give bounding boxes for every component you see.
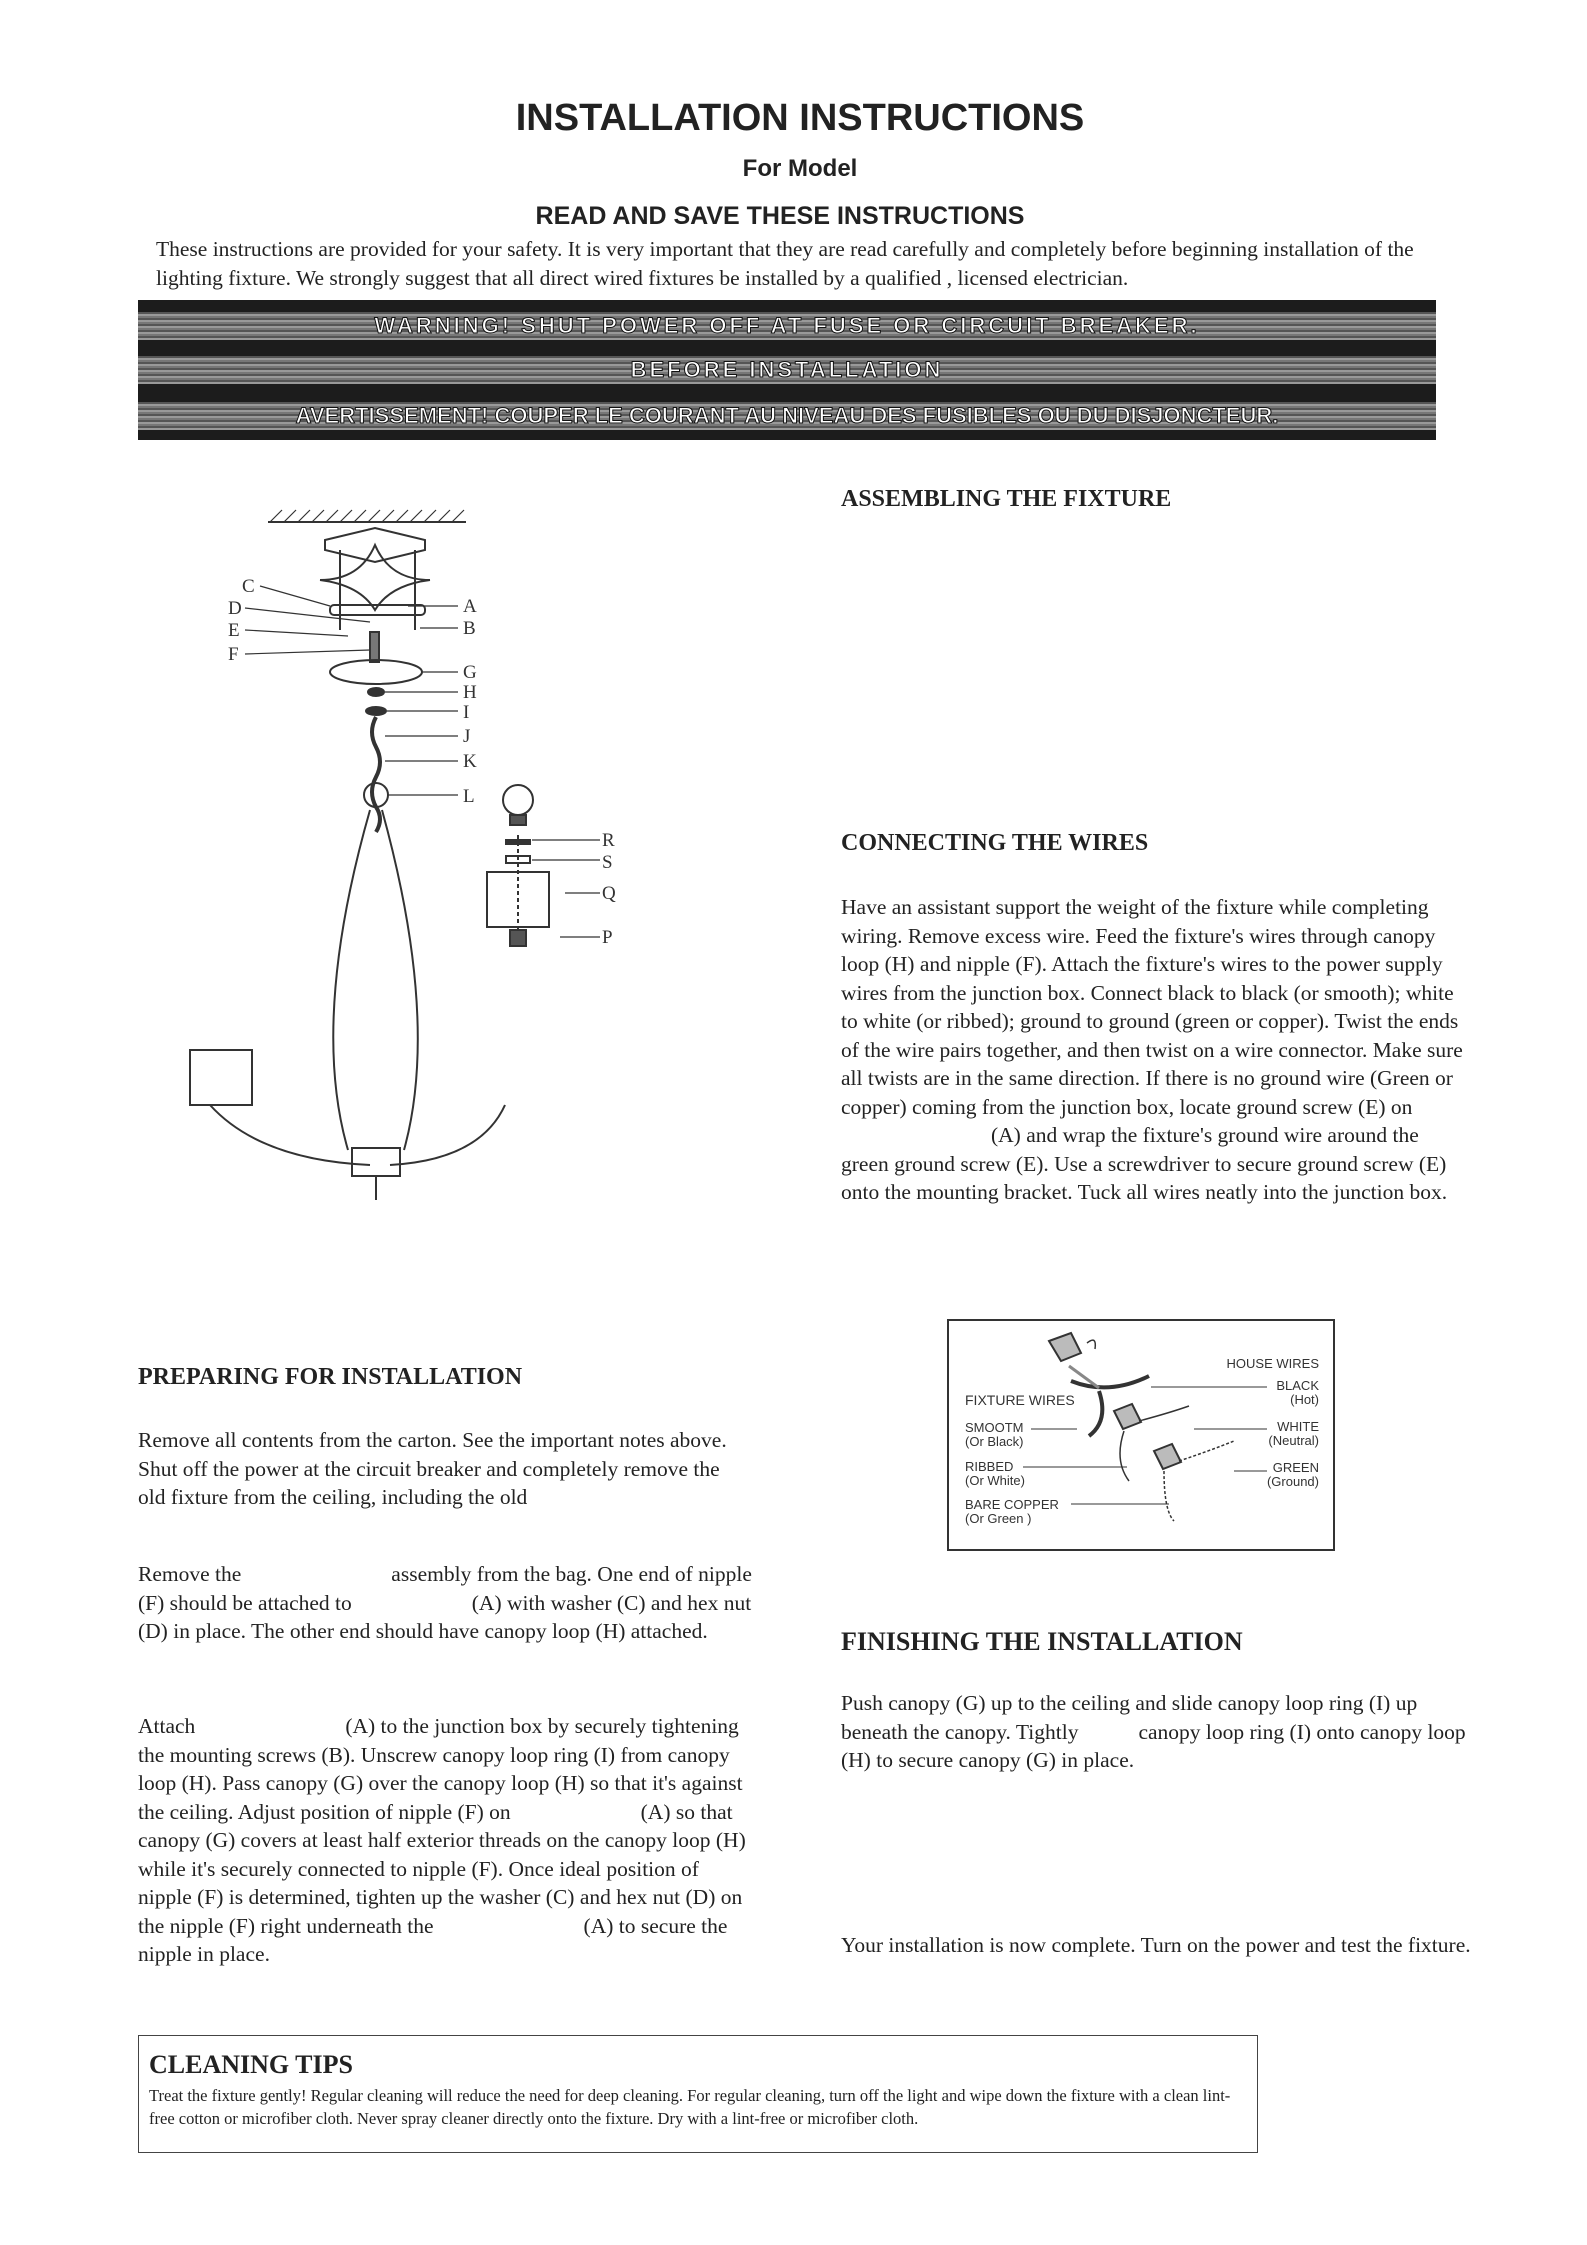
or-green-text: (Or Green ) — [965, 1511, 1032, 1526]
ribbed-text: RIBBED — [965, 1459, 1014, 1474]
label-I: I — [463, 702, 470, 723]
copper-text: BARE COPPER — [965, 1497, 1059, 1512]
finishing-text-1 — [841, 1689, 1481, 1775]
connecting-text-part1: Have an assistant support the weight of the fixture while completing wiring. Remove excess wire. Feed the fixture's wires through canopy loop (H) and nipple (F). Attach the fixture's wires to the power supply wires from the junction box. Connect black to black (or smooth); white to white (or ribbed); ground to ground (green or copper). Twist the ends of the wire pairs together, and then twist on a wire connector. Make sure all twists are in the same direction. If there is no ground wire (Green or copper) coming from the junction box, locate ground screw (E) on — [841, 895, 1463, 1119]
smooth-text: SMOOTM — [965, 1420, 1024, 1435]
finishing-text-1a: Push canopy (G) up to the ceiling and slide canopy loop ring (I) up beneath the canopy. Tightly — [841, 1691, 1418, 1744]
finishing-text-2: Your installation is now complete. Turn on the power and test the fixture. — [841, 1933, 1471, 1957]
label-F: F — [228, 644, 239, 665]
loop-ring-I — [366, 707, 386, 715]
label-C: C — [242, 576, 255, 597]
label-Q: Q — [602, 883, 616, 904]
or-white-text: (Or White) — [965, 1473, 1025, 1488]
preparing-text-2c: (A) with washer (C) and hex nut (D) in place. The other end should have canopy loop (H) attached. — [138, 1590, 752, 1643]
warning-line-3: AVERTISSEMENT! COUPER LE COURANT AU NIVEAU DES FUSIBLES OU DU DISJONCTEUR. — [138, 402, 1436, 430]
canopy-G — [330, 660, 422, 684]
cleaning-tips-box — [138, 2035, 1258, 2153]
smooth-label — [965, 1421, 1024, 1449]
green-label — [1267, 1461, 1319, 1489]
label-G: G — [463, 662, 477, 683]
or-black-text: (Or Black) — [965, 1434, 1024, 1449]
model-label: For Model — [742, 155, 858, 182]
wires — [320, 545, 430, 610]
preparing-text-3a: Attach — [138, 1714, 196, 1738]
socket-P — [510, 930, 526, 946]
black-label — [1276, 1379, 1319, 1407]
preparing-text-2 — [138, 1560, 758, 1646]
label-P: P — [602, 927, 613, 948]
page-title: INSTALLATION INSTRUCTIONS — [515, 97, 1085, 139]
label-H: H — [463, 682, 477, 703]
preparing-text-3d: (A) to secure the nipple in place. — [138, 1913, 728, 1966]
canopy-loop-H — [368, 688, 384, 696]
copper-label — [965, 1498, 1059, 1526]
black-text: BLACK — [1276, 1378, 1319, 1393]
fixture-exploded-diagram — [180, 500, 660, 1300]
cleaning-heading: CLEANING TIPS — [149, 2050, 353, 2079]
preparing-text-3b: (A) to the junction box by securely tightening the mounting screws (B). Unscrew canopy loop ring (I) from canopy loop (H). Pass canopy (G) over the canopy loop (H) so that it's against the ceiling. Adjust position of nipple (F) on — [138, 1714, 743, 1824]
warning-line-2: BEFORE INSTALLATION — [138, 356, 1436, 384]
white-text: WHITE — [1277, 1419, 1319, 1434]
label-J: J — [463, 726, 471, 747]
preparing-text-1: Remove all contents from the carton. See the important notes above. Shut off the power at the circuit breaker and completely remove the old fixture from the ceiling, including the old — [138, 1428, 727, 1509]
cleaning-text: Treat the fixture gently! Regular cleaning will reduce the need for deep cleaning. For regular cleaning, turn off the light and wipe down the fixture with a clean lint-free cotton or microfiber cloth. Never spray cleaner directly onto the fixture. Dry with a lint-free or microfiber cloth. — [149, 2086, 1231, 2128]
nipple-F — [370, 632, 379, 662]
finishing-text-1b: canopy loop ring (I) onto canopy loop (H) to secure canopy (G) in place. — [841, 1719, 1466, 1772]
wire-nut-icon — [1049, 1333, 1081, 1361]
green-text: GREEN — [1272, 1460, 1319, 1475]
preparing-text-2a: Remove the — [138, 1562, 242, 1586]
read-save-heading: READ AND SAVE THESE INSTRUCTIONS — [535, 202, 1025, 230]
house-wires-label: HOUSE WIRES — [1226, 1356, 1319, 1371]
center-hub — [352, 1148, 400, 1176]
label-S: S — [602, 852, 613, 873]
center-arms — [333, 810, 418, 1150]
connecting-heading: CONNECTING THE WIRES — [841, 830, 1149, 856]
label-B: B — [463, 618, 476, 639]
intro-text: These instructions are provided for your safety. It is very important that they are read carefully and completely before beginning installation of the lighting fixture. We strongly suggest that all direct wired fixtures be installed by a qualified , licensed electrician. — [156, 237, 1414, 290]
assembling-heading: ASSEMBLING THE FIXTURE — [841, 486, 1172, 512]
ribbed-label — [965, 1460, 1025, 1488]
chain-J-K — [372, 717, 380, 832]
ceiling-hatch — [270, 510, 464, 522]
label-A: A — [463, 596, 477, 617]
left-shade — [190, 1050, 252, 1105]
bulb — [503, 785, 533, 815]
preparing-heading: PREPARING FOR INSTALLATION — [138, 1364, 523, 1390]
hot-text: (Hot) — [1290, 1392, 1319, 1407]
finishing-heading: FINISHING THE INSTALLATION — [841, 1627, 1243, 1656]
preparing-text-3 — [138, 1712, 748, 1969]
label-R: R — [602, 830, 615, 851]
white-label — [1268, 1420, 1319, 1448]
label-L: L — [463, 786, 475, 807]
warning-banner — [138, 300, 1436, 440]
label-D: D — [228, 598, 242, 619]
label-E: E — [228, 620, 240, 641]
wire-connection-diagram — [947, 1319, 1335, 1551]
connecting-text-part2: (A) and wrap the fixture's ground wire around the green ground screw (E). Use a screwdriver to secure ground screw (E) onto the mounting bracket. Tuck all wires neatly into the junction box. — [841, 1123, 1448, 1204]
connecting-text — [841, 893, 1471, 1207]
side-arms — [210, 1105, 505, 1165]
fixture-wires-label: FIXTURE WIRES — [965, 1392, 1075, 1408]
label-K: K — [463, 751, 477, 772]
warning-line-1: WARNING! SHUT POWER OFF AT FUSE OR CIRCUIT BREAKER. — [138, 312, 1436, 340]
neutral-text: (Neutral) — [1268, 1433, 1319, 1448]
ground-text: (Ground) — [1266, 1474, 1319, 1489]
preparing-text-2b: assembly from the bag. One end of nipple (F) should be attached to — [138, 1562, 752, 1615]
preparing-text-3c: (A) so that canopy (G) covers at least half exterior threads on the canopy loop (H) while it's securely connected to nipple (F). Once ideal position of nipple (F) is determined, tighten up the washer (C) and hex nut (D) on the nipple (F) right underneath the — [138, 1799, 746, 1938]
